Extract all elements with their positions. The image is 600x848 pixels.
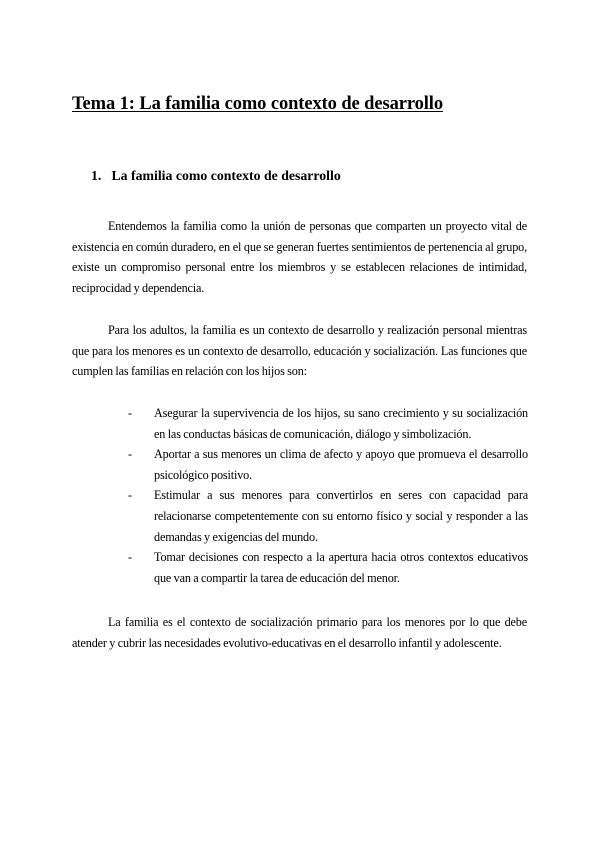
section-heading xyxy=(91,168,341,184)
section-number: 1. xyxy=(91,168,102,183)
list-item-text: Asegurar la supervivencia de los hijos, su sano crecimiento y su socialización en las conductas básicas de comunicación, diálogo y simbolización. xyxy=(154,406,528,441)
list-item xyxy=(128,547,528,588)
list-item-text: Tomar decisiones con respecto a la apertura hacia otros contextos educativos que van a compartir la tarea de educación del menor. xyxy=(154,550,528,585)
paragraph-functions-intro: Para los adultos, la familia es un contexto de desarrollo y realización personal mientras que para los menores es un contexto de desarrollo, educación y socialización. Las funciones que cumplen las familias en relación con los hijos son: xyxy=(72,323,527,379)
document-title: Tema 1: La familia como contexto de desarrollo xyxy=(72,94,444,114)
list-bullet: - xyxy=(128,488,132,503)
list-item xyxy=(128,403,528,444)
list-item-text: Estimular a sus menores para convertirlos en seres con capacidad para relacionarse competentemente con su entorno físico y social y responder a las demandas y exigencias del mundo. xyxy=(154,488,528,544)
section-heading-text: La familia como contexto de desarrollo xyxy=(111,168,341,183)
list-bullet: - xyxy=(128,447,132,462)
functions-list xyxy=(128,403,528,588)
list-bullet: - xyxy=(128,406,132,420)
list-item xyxy=(128,485,528,547)
paragraph-conclusion: La familia es el contexto de socialización primario para los menores por lo que debe atender y cubrir las necesidades evolutivo-educativas en el desarrollo infantil y adolescente. xyxy=(72,615,527,650)
paragraph-definition: Entendemos la familia como la unión de personas que comparten un proyecto vital de existencia en común duradero, en el que se generan fuertes sentimientos de pertenencia al grupo, existe un compromiso personal entre los miembros y se establecen relaciones de intimidad, reciprocidad y dependencia. xyxy=(72,219,527,295)
list-item xyxy=(128,444,528,485)
list-item-text: Aportar a sus menores un clima de afecto y apoyo que promueva el desarrollo psicológico positivo. xyxy=(154,447,528,482)
list-bullet: - xyxy=(128,550,132,565)
